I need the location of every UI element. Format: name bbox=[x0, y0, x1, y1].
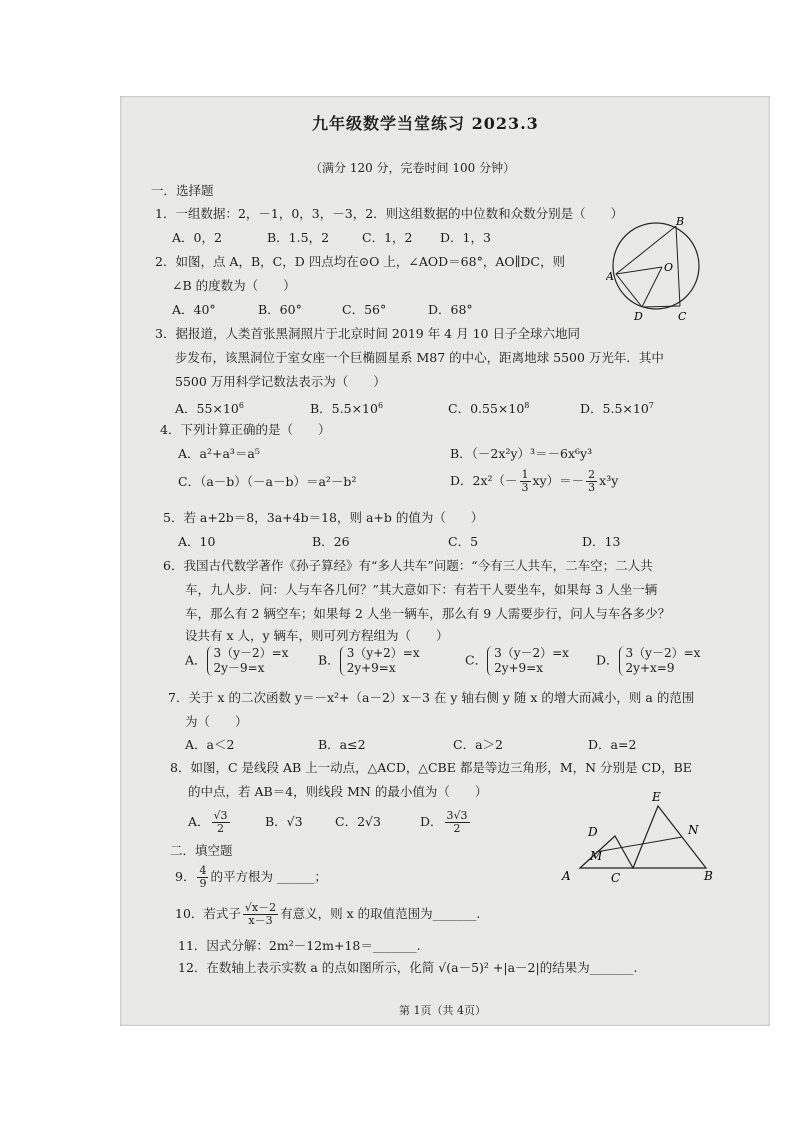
q3-option-a-exp: 6 bbox=[238, 401, 244, 410]
q1-stem: 1．一组数据：2，－1，0，3，－3，2．则这组数据的中位数和众数分别是（ ） bbox=[155, 206, 624, 221]
q5-stem: 5．若 a+2b＝8，3a+4b＝18，则 a+b 的值为（ ） bbox=[163, 510, 484, 525]
q8-a-den: 2 bbox=[217, 822, 225, 835]
q3-option-a-base: A．55×10 bbox=[175, 401, 239, 416]
q8-d-num: 3√3 bbox=[446, 809, 468, 822]
q4-d-mid: xy）＝－ bbox=[532, 473, 585, 488]
q6-option-d bbox=[596, 646, 704, 676]
q4-d-frac2 bbox=[586, 469, 597, 494]
q5-option-c: C．5 bbox=[448, 534, 479, 549]
q10-den: x－3 bbox=[248, 914, 273, 927]
q3-line-1: 3．据报道，人类首张黑洞照片于北京时间 2019 年 4 月 10 日子全球六地同 bbox=[155, 326, 580, 341]
q8-line-2: 的中点，若 AB＝4，则线段 MN 的最小值为（ ） bbox=[188, 784, 488, 799]
q6-a-eq2: 2y－9=x bbox=[213, 661, 265, 675]
q8-d-den: 2 bbox=[453, 822, 461, 835]
q6-b-eq1: 3（y+2）=x bbox=[346, 646, 420, 660]
q4-option-d bbox=[450, 466, 618, 496]
q6-b-system bbox=[340, 646, 424, 676]
circle-figure bbox=[606, 214, 716, 324]
q6-a-label: A． bbox=[185, 652, 207, 668]
q9-num: 4 bbox=[199, 864, 207, 877]
q10-num: √x－2 bbox=[244, 901, 277, 914]
q3-option-c-base: C．0.55×10 bbox=[448, 401, 525, 416]
q10-frac bbox=[243, 902, 278, 927]
q7-line-1: 7．关于 x 的二次函数 y＝－x²+（a－2）x－3 在 y 轴右侧 y 随 x 的增大而减小，则 a 的范围 bbox=[168, 690, 695, 705]
q3-option-b-exp: 6 bbox=[377, 401, 384, 410]
q10-post: 有意义，则 x 的取值范围为_______. bbox=[280, 906, 481, 921]
q6-a-eq1: 3（y－2）=x bbox=[213, 646, 289, 660]
q8-d-frac bbox=[445, 810, 470, 835]
triangles-figure bbox=[560, 786, 720, 886]
q3-option-c-exp: 8 bbox=[524, 401, 530, 410]
q6-c-label: C． bbox=[465, 652, 488, 668]
q3-option-b bbox=[310, 398, 383, 417]
q4-d-frac1 bbox=[520, 469, 531, 494]
q4-d-frac2-den: 3 bbox=[588, 481, 596, 494]
q8-option-a bbox=[188, 806, 232, 838]
q6-d-system bbox=[619, 646, 705, 676]
fig8-label-a: A bbox=[562, 869, 571, 883]
fig2-label-b: B bbox=[676, 215, 685, 228]
q7-option-d: D．a=2 bbox=[588, 737, 637, 752]
q6-option-a bbox=[185, 646, 292, 676]
fig8-label-d: D bbox=[588, 825, 598, 839]
q4-d-frac1-num: 1 bbox=[521, 468, 529, 481]
q9-post: 的平方根为 ______； bbox=[210, 869, 327, 884]
q4-d-frac1-den: 3 bbox=[521, 481, 529, 494]
q4-option-c: C．（a－b）（－a－b）＝a²－b² bbox=[178, 474, 357, 489]
q1-option-d: D．1，3 bbox=[440, 230, 491, 245]
q9-pre: 9． bbox=[175, 869, 196, 884]
q8-a-num: √3 bbox=[213, 809, 228, 822]
fig8-label-c: C bbox=[611, 871, 621, 885]
q6-d-label: D． bbox=[596, 652, 619, 668]
q5-option-a: A．10 bbox=[178, 534, 216, 549]
q7-option-a: A．a＜2 bbox=[185, 737, 235, 752]
q8-option-c: C．2√3 bbox=[335, 814, 381, 829]
fig8-label-n: N bbox=[688, 823, 699, 837]
q10-pre: 10．若式子 bbox=[175, 906, 241, 921]
q6-line-1: 6．我国古代数学著作《孙子算经》有“多人共车”问题：“今有三人共车，二车空；二人共 bbox=[163, 558, 653, 573]
q4-d-pre: D．2x²（－ bbox=[450, 473, 518, 488]
q5-option-d: D．13 bbox=[582, 534, 621, 549]
q6-b-label: B． bbox=[318, 652, 340, 668]
page-footer: 第 1页（共 4页） bbox=[399, 1004, 486, 1017]
q2-line-1: 2．如图，点 A，B，C，D 四点均在⊙O 上，∠AOD＝68°，AO∥DC，则 bbox=[155, 254, 565, 269]
q3-option-d-exp: 7 bbox=[648, 401, 654, 410]
q2-option-d: D．68° bbox=[428, 302, 473, 317]
fig8-label-b: B bbox=[704, 869, 713, 883]
q6-c-eq1: 3（y－2）=x bbox=[494, 646, 569, 660]
q8-d-label: D． bbox=[420, 814, 443, 829]
fig2-label-c: C bbox=[678, 310, 687, 323]
q4-d-post: x³y bbox=[599, 473, 619, 488]
q8-line-1: 8．如图，C 是线段 AB 上一动点，△ACD，△CBE 都是等边三角形，M，N 分别是 CD，BE bbox=[170, 760, 692, 775]
q4-option-b: B．（－2x²y）³＝－6x⁶y³ bbox=[450, 446, 593, 461]
q6-line-2: 车，九人步．问：人与车各几何？”其大意如下：有若干人要坐车，如果每 3 人坐一辆 bbox=[185, 582, 658, 597]
q3-option-d-base: D．5.5×10 bbox=[580, 401, 649, 416]
q3-option-d bbox=[580, 398, 654, 417]
q9-frac bbox=[197, 865, 208, 890]
q7-option-b: B．a≤2 bbox=[318, 737, 366, 752]
q12-line: 12．在数轴上表示实数 a 的点如图所示，化简 √(a－5)² +|a－2|的结果为_______. bbox=[178, 960, 638, 975]
q9-line bbox=[175, 862, 327, 892]
q3-option-c bbox=[448, 398, 529, 417]
q6-option-b bbox=[318, 646, 424, 676]
section-fill: 二．填空题 bbox=[170, 843, 233, 858]
q3-line-3: 5500 万用科学记数法表示为（ ） bbox=[175, 374, 386, 389]
q3-line-2: 步发布，该黑洞位于室女座一个巨椭圆星系 M87 的中心，距离地球 5500 万光年．其中 bbox=[175, 350, 664, 365]
q4-option-a: A．a²+a³＝a⁵ bbox=[178, 446, 260, 461]
q6-option-c bbox=[465, 646, 573, 676]
fig2-label-o: O bbox=[664, 261, 674, 274]
q8-option-d bbox=[420, 806, 472, 838]
q6-line-4: 设共有 x 人，y 辆车，则可列方程组为（ ） bbox=[185, 628, 449, 643]
q6-line-3: 车，那么有 2 辆空车；如果每 2 人坐一辆车，那么有 9 人需要步行，问人与车各多少？ bbox=[185, 606, 671, 621]
q1-option-c: C．1，2 bbox=[362, 230, 413, 245]
q10-line bbox=[175, 898, 480, 930]
q2-option-c: C．56° bbox=[342, 302, 387, 317]
q4-stem: 4．下列计算正确的是（ ） bbox=[160, 422, 331, 437]
q3-option-a bbox=[175, 398, 244, 417]
q6-c-eq2: 2y+9=x bbox=[494, 661, 544, 675]
q4-d-frac2-num: 2 bbox=[588, 468, 596, 481]
q6-c-system bbox=[487, 646, 573, 676]
q8-a-frac bbox=[212, 810, 230, 835]
q8-a-label: A． bbox=[188, 814, 210, 829]
q3-option-b-base: B．5.5×10 bbox=[310, 401, 378, 416]
q6-a-system bbox=[207, 646, 293, 676]
q11-line: 11．因式分解：2m²－12m+18＝_______. bbox=[178, 938, 421, 953]
q2-line-2: ∠B 的度数为（ ） bbox=[172, 278, 296, 293]
page-title: 九年级数学当堂练习 2023.3 bbox=[312, 114, 539, 133]
fig2-label-a: A bbox=[606, 270, 614, 283]
q6-b-eq2: 2y+9=x bbox=[346, 661, 396, 675]
q7-option-c: C．a＞2 bbox=[453, 737, 503, 752]
fig8-label-m: M bbox=[590, 849, 603, 863]
section-choice: 一．选择题 bbox=[151, 183, 214, 198]
q2-option-a: A．40° bbox=[172, 302, 216, 317]
q6-d-eq2: 2y+x=9 bbox=[625, 661, 675, 675]
q6-d-eq1: 3（y－2）=x bbox=[625, 646, 701, 660]
q1-option-b: B．1.5，2 bbox=[267, 230, 330, 245]
q7-line-2: 为（ ） bbox=[185, 714, 248, 729]
q2-option-b: B．60° bbox=[258, 302, 302, 317]
q5-option-b: B．26 bbox=[312, 534, 350, 549]
q9-den: 9 bbox=[199, 877, 207, 890]
q8-option-b: B．√3 bbox=[265, 814, 303, 829]
page-subtitle: （满分 120 分，完卷时间 100 分钟） bbox=[310, 161, 516, 175]
q1-option-a: A．0，2 bbox=[172, 230, 222, 245]
fig8-label-e: E bbox=[652, 790, 661, 804]
fig2-label-d: D bbox=[634, 310, 643, 323]
